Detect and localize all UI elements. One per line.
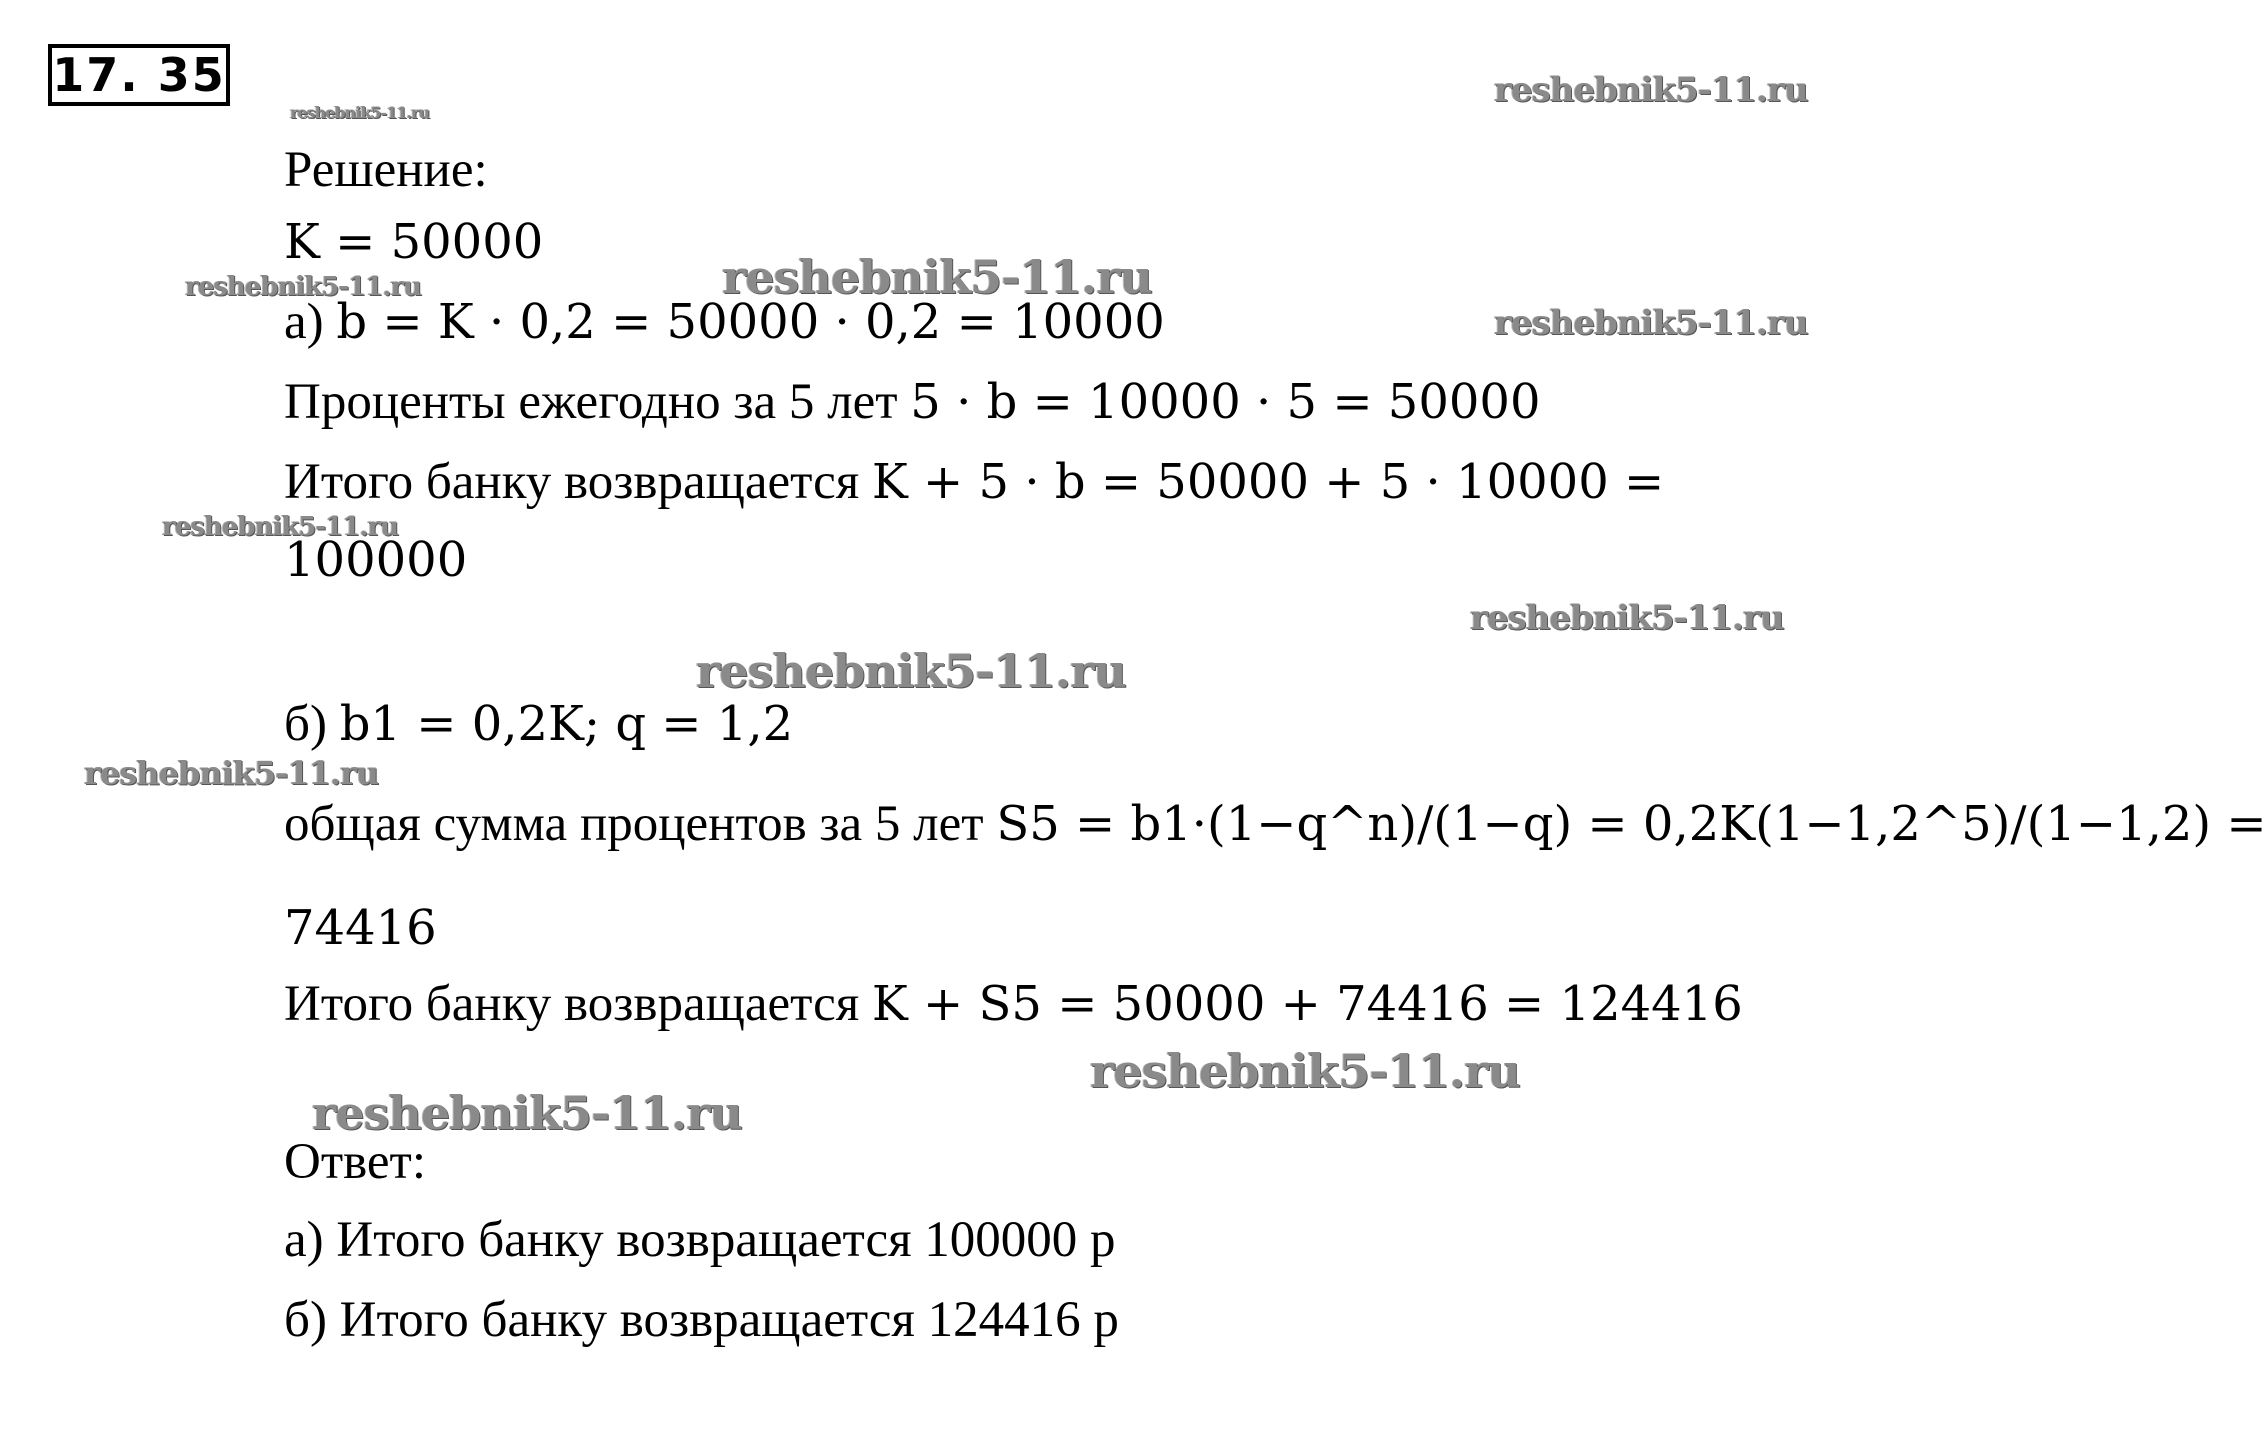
total-a-result-value: 100000 <box>284 532 468 588</box>
total-a-formula: K + 5 · b = 50000 + 5 · 10000 = <box>871 454 1665 510</box>
sum-line <box>284 794 2267 854</box>
solution-label: Решение: <box>284 142 488 198</box>
interest-formula: 5 · b = 10000 · 5 = 50000 <box>910 374 1541 430</box>
part-b-params <box>284 694 793 754</box>
watermark: reshebnik5-11.ru <box>1090 1044 1520 1098</box>
watermark: reshebnik5-11.ru <box>1494 70 1808 110</box>
interest-line <box>284 372 1541 432</box>
total-b-text: Итого банку возвращается <box>284 976 860 1032</box>
total-a-line <box>284 452 1664 512</box>
part-b-formula: b1 = 0,2K; q = 1,2 <box>339 696 794 752</box>
part-a-label: а) <box>284 294 324 350</box>
total-b-line <box>284 974 1743 1034</box>
watermark: reshebnik5-11.ru <box>1494 303 1808 343</box>
watermark: reshebnik5-11.ru <box>162 512 399 542</box>
sum-result-value: 74416 <box>284 900 437 956</box>
k-definition-formula: K = 50000 <box>284 214 544 270</box>
watermark: reshebnik5-11.ru <box>312 1086 742 1140</box>
interest-text: Проценты ежегодно за 5 лет <box>284 374 898 430</box>
part-a-calculation <box>284 292 1165 352</box>
watermark: reshebnik5-11.ru <box>290 103 430 122</box>
sum-text: общая сумма процентов за 5 лет <box>284 796 984 852</box>
watermark: reshebnik5-11.ru <box>185 272 422 302</box>
answer-label: Ответ: <box>284 1134 426 1190</box>
sum-result <box>284 898 437 958</box>
total-a-text: Итого банку возвращается <box>284 454 860 510</box>
total-a-result <box>284 530 467 590</box>
k-definition <box>284 212 543 272</box>
problem-number: 17. 35 <box>48 44 230 106</box>
watermark: reshebnik5-11.ru <box>696 644 1126 698</box>
answer-a: а) Итого банку возвращается 100000 р <box>284 1212 1116 1268</box>
part-b-label: б) <box>284 696 327 752</box>
answer-b: б) Итого банку возвращается 124416 р <box>284 1292 1119 1348</box>
watermark: reshebnik5-11.ru <box>722 250 1152 304</box>
watermark: reshebnik5-11.ru <box>84 754 379 792</box>
sum-formula: S5 = b1·(1−q^n)/(1−q) = 0,2K(1−1,2^5)/(1−1,2) = <box>996 796 2267 852</box>
part-a-formula: b = K · 0,2 = 50000 · 0,2 = 10000 <box>336 294 1165 350</box>
total-b-formula: K + S5 = 50000 + 74416 = 124416 <box>871 976 1743 1032</box>
watermark: reshebnik5-11.ru <box>1470 598 1784 638</box>
